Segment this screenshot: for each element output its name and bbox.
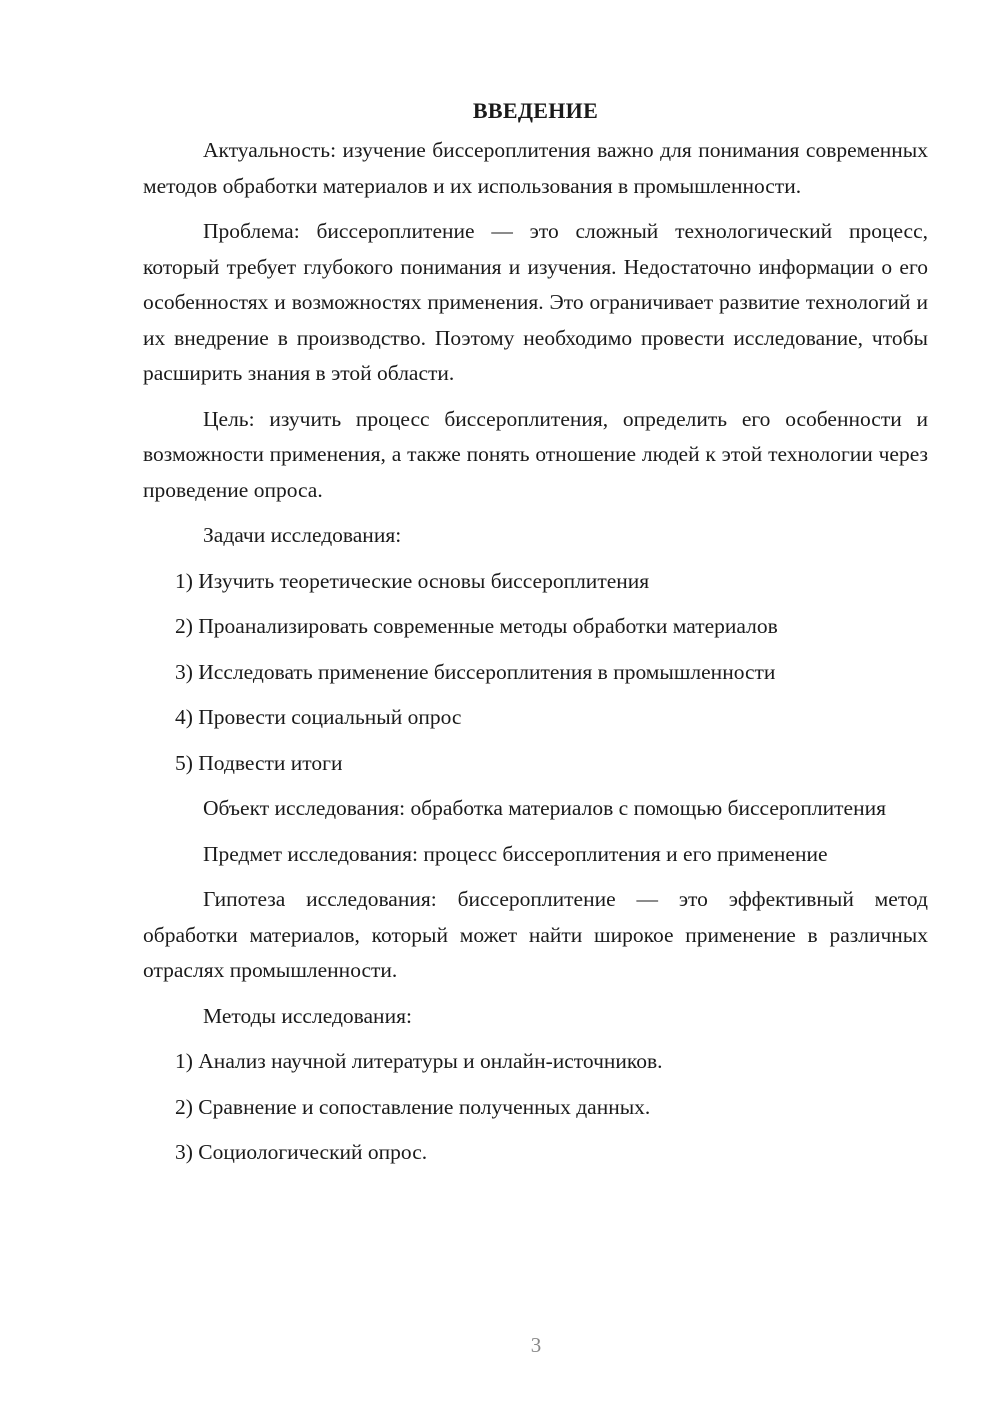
tasks-title: Задачи исследования: bbox=[203, 523, 402, 547]
problem-paragraph: Проблема: биссероплитение — это сложный технологический процесс, который требует глубокого понимания и изучения. Недостаточно информации о его особенностях и возможностях применения. Это ограничивает развитие технологий и их внедрение в производство. Поэтому необходимо провести исследование, чтобы расширить знания в этой области. bbox=[143, 219, 928, 385]
object-paragraph: Объект исследования: обработка материалов с помощью биссероплитения bbox=[203, 796, 886, 820]
subject-paragraph: Предмет исследования: процесс биссероплитения и его применение bbox=[203, 841, 828, 866]
page-title: ВВЕДЕНИЕ bbox=[472, 98, 599, 123]
task-item: 1) Изучить теоретические основы биссероплитения bbox=[175, 568, 650, 593]
methods-title: Методы исследования: bbox=[203, 1003, 412, 1028]
task-item: 3) Исследовать применение биссероплитения в промышленности bbox=[175, 659, 776, 684]
relevance-paragraph: Актуальность: изучение биссероплитения важно для понимания современных методов обработки материалов и их использования в промышленности. bbox=[143, 138, 928, 198]
tasks-list bbox=[143, 564, 928, 782]
task-item: 4) Провести социальный опрос bbox=[175, 705, 462, 729]
methods-list bbox=[143, 1044, 928, 1171]
method-item: 2) Сравнение и сопоставление полученных данных. bbox=[175, 1094, 651, 1119]
page-number: 3 bbox=[530, 1333, 542, 1357]
task-item: 2) Проанализировать современные методы обработки материалов bbox=[175, 614, 778, 638]
task-item: 5) Подвести итоги bbox=[175, 750, 343, 775]
method-item: 3) Социологический опрос. bbox=[175, 1140, 428, 1164]
method-item: 1) Анализ научной литературы и онлайн-источников. bbox=[175, 1049, 663, 1073]
hypothesis-paragraph: Гипотеза исследования: биссероплитение — это эффективный метод обработки материалов, который может найти широкое применение в различных отраслях промышленности. bbox=[143, 887, 928, 982]
document-page bbox=[143, 93, 928, 1181]
goal-paragraph: Цель: изучить процесс биссероплитения, определить его особенности и возможности применения, а также понять отношение людей к этой технологии через проведение опроса. bbox=[143, 406, 928, 502]
